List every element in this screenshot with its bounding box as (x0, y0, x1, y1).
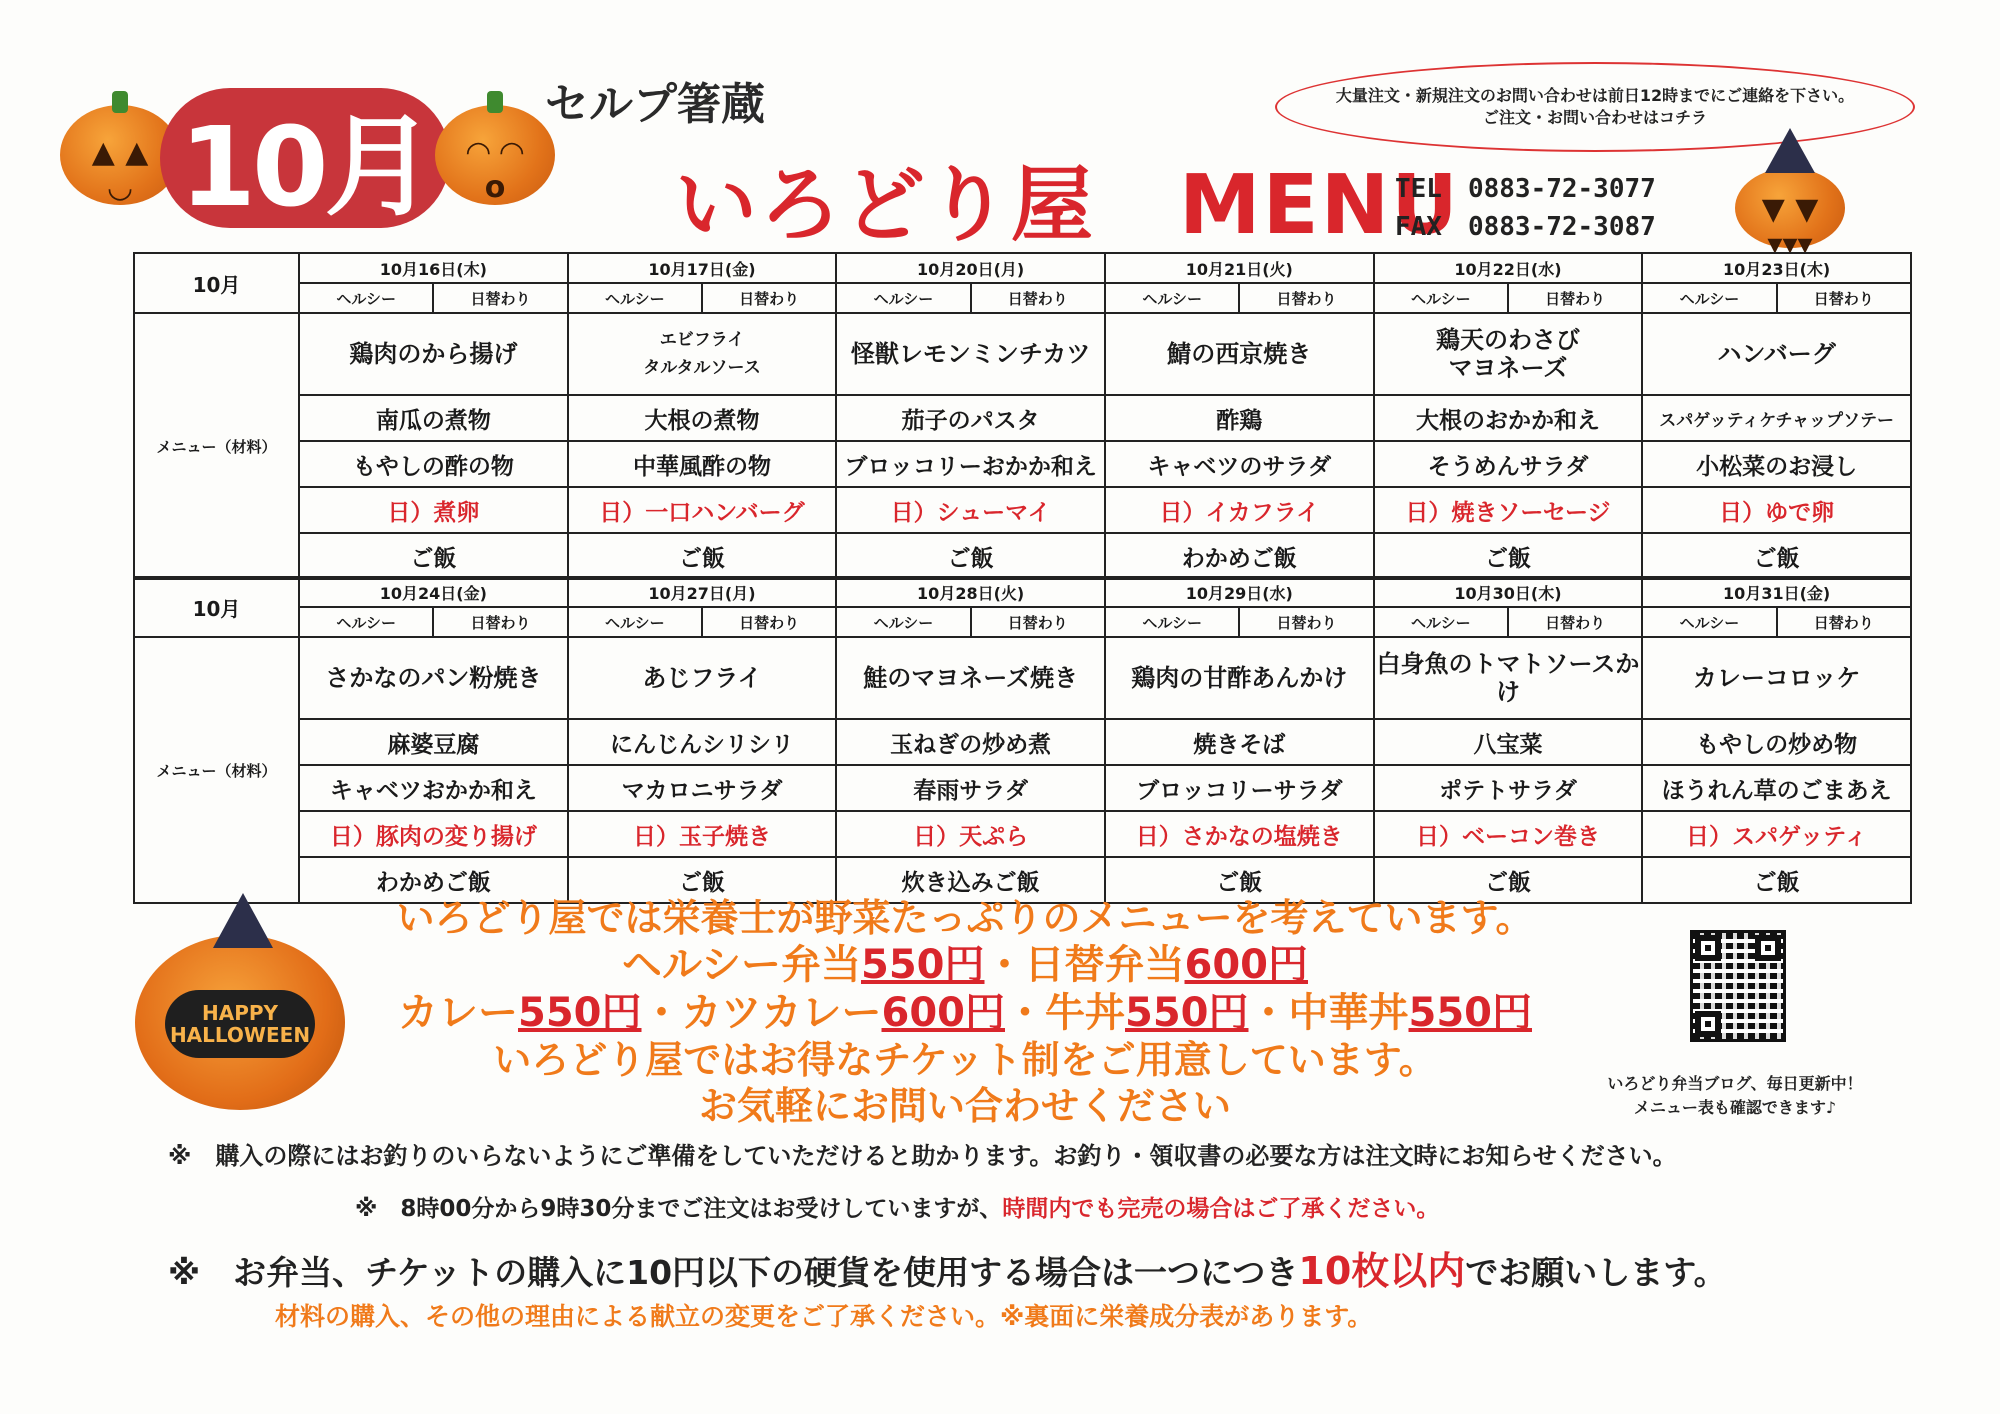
daily-header: 日替わり (1777, 607, 1911, 637)
side-dish-2: 春雨サラダ (836, 765, 1105, 811)
promo-line-2 (380, 941, 1550, 989)
blog-line-1: いろどり弁当ブログ、毎日更新中！ (1607, 1074, 1863, 1093)
side-dish-1: 八宝菜 (1374, 719, 1643, 765)
blog-line-2: メニュー表も確認できます♪ (1633, 1098, 1837, 1117)
side-dish-2: ポテトサラダ (1374, 765, 1643, 811)
daily-header: 日替わり (971, 283, 1105, 313)
daily-dish: 日）玉子焼き (568, 811, 837, 857)
rice-dish: わかめご飯 (1105, 533, 1374, 579)
day-date: 10月29日(水) (1105, 577, 1374, 607)
menu-table-week1 (133, 252, 1912, 580)
healthy-header: ヘルシー (1105, 283, 1239, 313)
rice-dish: ご飯 (836, 533, 1105, 579)
main-dish: あじフライ (568, 637, 837, 719)
side-dish-2: 小松菜のお浸し (1642, 441, 1911, 487)
daily-dish: 日）天ぷら (836, 811, 1105, 857)
daily-header: 日替わり (1239, 283, 1373, 313)
rice-dish: ご飯 (299, 533, 568, 579)
rice-dish: ご飯 (1105, 857, 1374, 903)
daily-header: 日替わり (702, 607, 836, 637)
daily-header: 日替わり (1239, 607, 1373, 637)
daily-dish: 日）一口ハンバーグ (568, 487, 837, 533)
daily-dish: 日）スパゲッティ (1642, 811, 1911, 857)
note-change: ※ 購入の際にはお釣りのいらないようにご準備をしていただけると助かります。お釣り・領収書の必要な方は注文時にお知らせください。 (168, 1142, 1677, 1170)
side-dish-2: そうめんサラダ (1374, 441, 1643, 487)
order-info-bubble (1275, 62, 1915, 152)
side-dish-2: マカロニサラダ (568, 765, 837, 811)
tel-number: TEL 0883-72-3077 (1395, 174, 1656, 204)
healthy-header: ヘルシー (1374, 283, 1508, 313)
daily-dish: 日）豚肉の変り揚げ (299, 811, 568, 857)
main-dish: 鶏肉のから揚げ (299, 313, 568, 395)
day-date: 10月28日(火) (836, 577, 1105, 607)
day-date: 10月23日(木) (1642, 253, 1911, 283)
curry-label: カレー (398, 990, 518, 1036)
main-dish: エビフライ タルタルソース (568, 313, 837, 395)
side-dish-2: 中華風酢の物 (568, 441, 837, 487)
pumpkin-right-icon: ◠ ◠ o (435, 105, 555, 205)
note-coins-text-c: でお願いします。 (1465, 1253, 1727, 1292)
rice-dish: ご飯 (568, 533, 837, 579)
daily-header: 日替わり (971, 607, 1105, 637)
main-dish: ハンバーグ (1642, 313, 1911, 395)
healthy-header: ヘルシー (836, 283, 970, 313)
healthy-header: ヘルシー (1642, 607, 1776, 637)
main-dish: 鯖の西京焼き (1105, 313, 1374, 395)
month-label: 10月 (134, 253, 299, 313)
month-badge-text: 10月 (179, 103, 431, 231)
side-dish-2: ブロッコリーサラダ (1105, 765, 1374, 811)
promo-line-3 (380, 989, 1550, 1037)
daily-bento-label: ・日替弁当 (984, 942, 1185, 988)
daily-header: 日替わり (1508, 607, 1642, 637)
daily-header: 日替わり (702, 283, 836, 313)
daily-dish: 日）ゆで卵 (1642, 487, 1911, 533)
healthy-header: ヘルシー (299, 283, 433, 313)
halloween-text-2: HALLOWEEN (169, 1023, 311, 1047)
menu-label: メニュー（材料） (134, 313, 299, 579)
daily-dish: 日）煮卵 (299, 487, 568, 533)
healthy-header: ヘルシー (1105, 607, 1239, 637)
daily-header: 日替わり (1508, 283, 1642, 313)
healthy-header: ヘルシー (1374, 607, 1508, 637)
gyudon-price: 550円 (1125, 990, 1249, 1036)
day-date: 10月31日(金) (1642, 577, 1911, 607)
note-coins-text-a: ※ お弁当、チケットの購入に10円以下の硬貨を使用する場合は一つにつき (168, 1253, 1299, 1292)
halloween-pumpkin-icon (135, 935, 345, 1110)
daily-dish: 日）シューマイ (836, 487, 1105, 533)
daily-header: 日替わり (433, 607, 567, 637)
katsu-curry-label: ・カツカレー (641, 990, 882, 1036)
side-dish-1: 南瓜の煮物 (299, 395, 568, 441)
side-dish-1: 茄子のパスタ (836, 395, 1105, 441)
note-order-hours-text: ※ 8時00分から9時30分までご注文はお受けしていますが、 (355, 1196, 1003, 1222)
note-sold-out: 時間内でも完売の場合はご了承ください。 (1002, 1196, 1440, 1222)
promo-line-5: お気軽にお問い合わせください (698, 1084, 1231, 1128)
curry-price: 550円 (518, 990, 642, 1036)
side-dish-2: ブロッコリーおかか和え (836, 441, 1105, 487)
main-dish: さかなのパン粉焼き (299, 637, 568, 719)
daily-dish: 日）さかなの塩焼き (1105, 811, 1374, 857)
side-dish-2: キャベツおかか和え (299, 765, 568, 811)
main-dish: 鶏天のわさび マヨネーズ (1374, 313, 1643, 395)
rice-dish: 炊き込みご飯 (836, 857, 1105, 903)
qr-code-icon[interactable] (1690, 930, 1786, 1042)
healthy-header: ヘルシー (836, 607, 970, 637)
rice-dish: ご飯 (1642, 857, 1911, 903)
day-date: 10月16日(木) (299, 253, 568, 283)
note-coins-limit: 10枚以内 (1298, 1249, 1466, 1293)
side-dish-2: キャベツのサラダ (1105, 441, 1374, 487)
main-dish: 白身魚のトマトソースかけ (1374, 637, 1643, 719)
healthy-header: ヘルシー (1642, 283, 1776, 313)
healthy-header: ヘルシー (299, 607, 433, 637)
main-dish: 鶏肉の甘酢あんかけ (1105, 637, 1374, 719)
chukadon-label: ・中華丼 (1248, 990, 1409, 1036)
side-dish-2: もやしの酢の物 (299, 441, 568, 487)
day-date: 10月30日(木) (1374, 577, 1643, 607)
side-dish-1: 焼きそば (1105, 719, 1374, 765)
gyudon-label: ・牛丼 (1005, 990, 1125, 1036)
side-dish-1: 大根のおかか和え (1374, 395, 1643, 441)
side-dish-1: 麻婆豆腐 (299, 719, 568, 765)
day-date: 10月24日(金) (299, 577, 568, 607)
daily-header: 日替わり (1777, 283, 1911, 313)
main-dish: 鮭のマヨネーズ焼き (836, 637, 1105, 719)
healthy-bento-label: ヘルシー弁当 (622, 942, 861, 988)
rice-dish: ご飯 (1374, 857, 1643, 903)
promo-block (380, 895, 1550, 1129)
rice-dish: ご飯 (1642, 533, 1911, 579)
daily-dish: 日）イカフライ (1105, 487, 1374, 533)
daily-header: 日替わり (433, 283, 567, 313)
side-dish-1: にんじんシリシリ (568, 719, 837, 765)
menu-label: メニュー（材料） (134, 637, 299, 903)
side-dish-2: ほうれん草のごまあえ (1642, 765, 1911, 811)
katsu-curry-price: 600円 (881, 990, 1005, 1036)
healthy-header: ヘルシー (568, 283, 702, 313)
side-dish-1: 玉ねぎの炒め煮 (836, 719, 1105, 765)
rice-dish: わかめご飯 (299, 857, 568, 903)
daily-bento-price: 600円 (1184, 942, 1308, 988)
fax-number: FAX 0883-72-3087 (1395, 212, 1656, 242)
page-title: いろどり屋 MENU (675, 158, 1460, 253)
note-order-hours (355, 1190, 1439, 1223)
halloween-text-1: HAPPY (201, 1001, 278, 1025)
main-dish: カレーコロッケ (1642, 637, 1911, 719)
side-dish-1: 酢鶏 (1105, 395, 1374, 441)
side-dish-1: スパゲッティケチャップソテー (1642, 395, 1911, 441)
day-date: 10月21日(火) (1105, 253, 1374, 283)
blog-note (1555, 1072, 1915, 1120)
day-date: 10月22日(水) (1374, 253, 1643, 283)
side-dish-1: もやしの炒め物 (1642, 719, 1911, 765)
rice-dish: ご飯 (568, 857, 837, 903)
bubble-line-1: 大量注文・新規注文のお問い合わせは前日12時までにご連絡を下さい。 (1335, 86, 1855, 105)
day-date: 10月17日(金) (568, 253, 837, 283)
bubble-line-2: ご注文・お問い合わせはコチラ (1482, 108, 1707, 127)
note-coins (168, 1240, 1727, 1295)
facility-name: セルプ箸蔵 (545, 79, 765, 130)
month-badge (160, 88, 450, 231)
contact-info (1395, 170, 1656, 246)
daily-dish: 日）焼きソーセージ (1374, 487, 1643, 533)
side-dish-1: 大根の煮物 (568, 395, 837, 441)
promo-line-1: いろどり屋では栄養士が野菜たっぷりのメニューを考えています。 (396, 896, 1534, 940)
witch-pumpkin-icon: ▼ ▼ ▾▾▾ (1735, 168, 1845, 248)
month-label: 10月 (134, 577, 299, 637)
daily-dish: 日）ベーコン巻き (1374, 811, 1643, 857)
note-menu-change: 材料の購入、その他の理由による献立の変更をご了承ください。※裏面に栄養成分表があります。 (275, 1302, 1373, 1331)
healthy-bento-price: 550円 (861, 942, 985, 988)
main-dish: 怪獣レモンミンチカツ (836, 313, 1105, 395)
promo-line-4: いろどり屋ではお得なチケット制をご用意しています。 (493, 1038, 1437, 1082)
healthy-header: ヘルシー (568, 607, 702, 637)
day-date: 10月20日(月) (836, 253, 1105, 283)
menu-table-week2 (133, 576, 1912, 904)
chukadon-price: 550円 (1408, 990, 1532, 1036)
pumpkin-left-icon: ▲ ▲ ◡ (60, 105, 180, 205)
rice-dish: ご飯 (1374, 533, 1643, 579)
day-date: 10月27日(月) (568, 577, 837, 607)
